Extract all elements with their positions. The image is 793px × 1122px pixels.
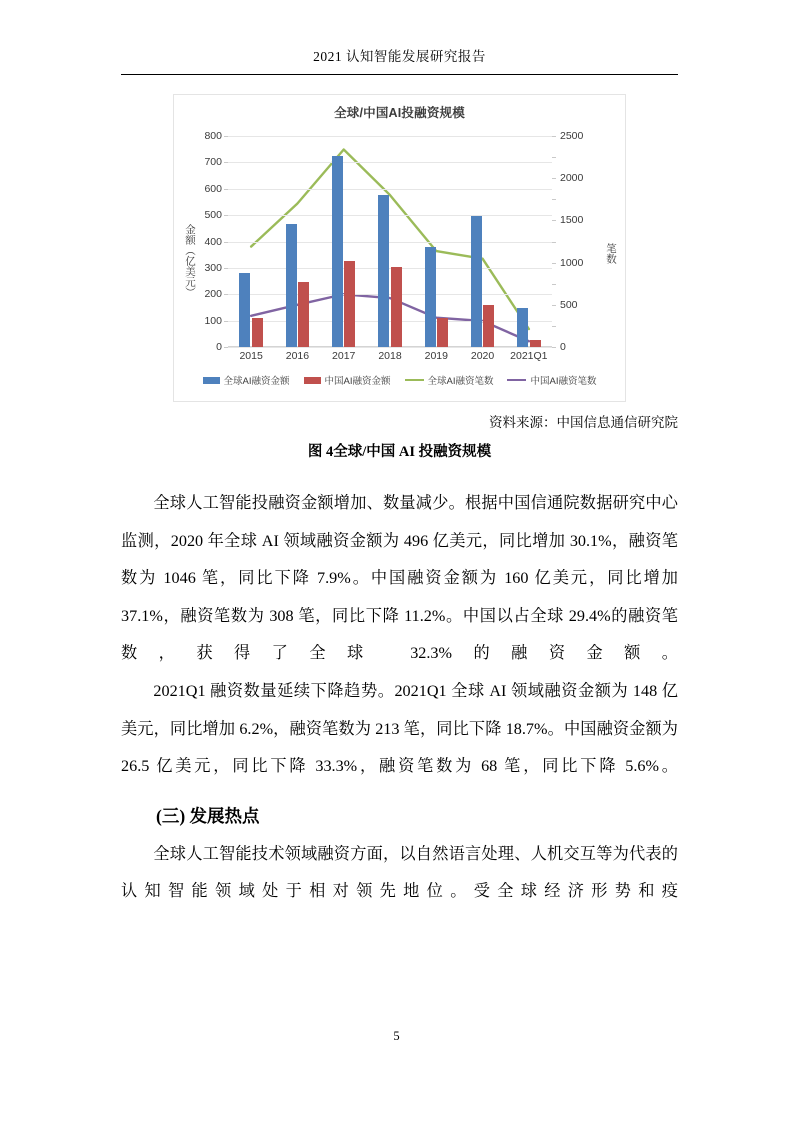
chart-y-tickmark xyxy=(224,189,228,190)
chart-y2-tick-label: 1000 xyxy=(560,256,584,269)
paragraph-3: 全球人工智能技术领域融资方面，以自然语言处理、人机交互等为代表的认知智能领域处于相对领先地位。受全球经济形势和疫 xyxy=(121,844,678,901)
chart-y-tick-label: 400 xyxy=(204,235,222,248)
chart-gridline xyxy=(228,215,552,216)
chart-y2-tickmark xyxy=(552,305,556,306)
chart-x-tick-labels xyxy=(228,350,552,366)
chart-y-tick-label: 600 xyxy=(204,182,222,195)
chart-bar xyxy=(286,224,297,347)
chart-y-tick-label: 200 xyxy=(204,288,222,301)
chart-y-tickmark xyxy=(224,268,228,269)
figure-chart xyxy=(173,94,626,402)
chart-y-tickmark xyxy=(224,136,228,137)
chart-x-tick-label: 2016 xyxy=(285,350,310,362)
chart-bar xyxy=(437,318,448,347)
chart-bar xyxy=(332,156,343,347)
chart-y2-tickmark xyxy=(552,178,556,179)
chart-y-axis-label: 金额（亿美元） xyxy=(184,224,196,298)
chart-y2-axis-label: 笔数 xyxy=(605,242,617,264)
running-header xyxy=(121,48,678,66)
chart-legend xyxy=(174,373,625,387)
chart-y2-tick-label: 2500 xyxy=(560,130,584,142)
chart-legend-label: 全球AI融资金额 xyxy=(223,376,290,387)
chart-y-tick-label: 500 xyxy=(204,209,222,222)
chart-x-tick-label: 2015 xyxy=(239,350,263,362)
chart-legend-item xyxy=(405,373,494,387)
chart-y2-tickmark xyxy=(552,284,556,285)
chart-y-tick-label: 300 xyxy=(204,261,222,274)
figure-source-note: 资料来源：中国信息通信研究院 xyxy=(489,415,678,430)
chart-y-tickmark xyxy=(224,347,228,348)
chart-y-tickmark xyxy=(224,294,228,295)
chart-y2-tickmark xyxy=(552,199,556,200)
page-number: 5 xyxy=(393,1029,400,1043)
chart-plot-area xyxy=(204,130,584,353)
legend-swatch-line-icon xyxy=(507,379,526,381)
chart-gridline xyxy=(228,162,552,163)
chart-y-tickmark xyxy=(224,321,228,322)
legend-swatch-bar-icon xyxy=(304,377,321,384)
paragraph-2: 2021Q1 融资数量延续下降趋势。2021Q1 全球 AI 领域融资金额为 148 亿美元，同比增加 6.2%，融资笔数为 213 笔，同比下降 18.7%。中国融资金额为 26.5 亿美元，同比下降 33.3%，融资笔数为 68 笔，同比下降 5.6%。 xyxy=(121,681,678,776)
chart-legend-label: 中国AI融资笔数 xyxy=(530,376,597,387)
chart-gridline xyxy=(228,136,552,137)
chart-gridline xyxy=(228,189,552,190)
chart-gridline xyxy=(228,347,552,348)
chart-bar xyxy=(483,305,494,347)
chart-bar xyxy=(517,308,528,347)
chart-y2-tickmark xyxy=(552,220,556,221)
chart-bar xyxy=(252,318,263,347)
chart-y2-tickmark xyxy=(552,242,556,243)
header-title: 2021 认知智能发展研究报告 xyxy=(313,49,486,64)
chart-y2-tickmark xyxy=(552,136,556,137)
chart-bar xyxy=(425,247,436,347)
chart-y-tickmark xyxy=(224,242,228,243)
chart-y-tick-label: 700 xyxy=(204,156,222,169)
chart-y2-tickmark xyxy=(552,326,556,327)
legend-swatch-line-icon xyxy=(405,379,424,381)
chart-bar xyxy=(530,340,541,347)
chart-gridline xyxy=(228,242,552,243)
chart-legend-label: 中国AI融资金额 xyxy=(324,376,391,387)
chart-legend-item xyxy=(304,373,391,387)
chart-bar xyxy=(239,273,250,347)
chart-y-tick-label: 100 xyxy=(204,314,222,327)
chart-x-tick-label: 2019 xyxy=(424,350,448,362)
chart-bar xyxy=(391,267,402,347)
chart-y2-tick-label: 500 xyxy=(560,298,578,311)
chart-legend-item xyxy=(507,373,596,387)
chart-legend-label: 全球AI融资笔数 xyxy=(427,376,494,387)
paragraph-1: 全球人工智能投融资金额增加、数量减少。根据中国信通院数据研究中心监测，2020 年全球 AI 领域融资金额为 496 亿美元，同比增加 30.1%，融资笔数为 1046 笔，同比下降 7.9%。中国融资金额为 160 亿美元，同比增加 37.1%，融资笔数为 308 笔，同比下降 11.2%。中国以占全球 29.4%的融资笔数，获得了全球 32.3%的融资金额。 xyxy=(121,494,678,663)
header-divider xyxy=(121,74,678,75)
document-body xyxy=(121,485,678,911)
chart-y2-tick-label: 2000 xyxy=(560,172,584,185)
chart-x-tick-label: 2021Q1 xyxy=(510,350,548,362)
chart-bar xyxy=(344,261,355,347)
chart-y2-tickmark xyxy=(552,157,556,158)
chart-bar xyxy=(378,195,389,347)
chart-y-tick-label: 800 xyxy=(204,130,222,142)
section-heading: (三) 发展热点 xyxy=(156,805,260,826)
chart-x-tick-label: 2017 xyxy=(332,350,356,362)
chart-title: 全球/中国AI投融资规模 xyxy=(334,106,465,120)
chart-y2-tickmark xyxy=(552,263,556,264)
legend-swatch-bar-icon xyxy=(203,377,220,384)
chart-y-tickmark xyxy=(224,215,228,216)
chart-y2-tick-label: 1500 xyxy=(560,214,584,227)
chart-y-tick-label: 0 xyxy=(216,341,222,353)
figure-caption: 图 4全球/中国 AI 投融资规模 xyxy=(307,444,492,460)
chart-y-tickmark xyxy=(224,162,228,163)
chart-y2-tick-label: 0 xyxy=(560,341,566,353)
chart-bar xyxy=(471,216,482,347)
chart-x-tick-label: 2020 xyxy=(470,350,495,362)
chart-x-tick-label: 2018 xyxy=(378,350,402,362)
chart-y2-tickmark xyxy=(552,347,556,348)
chart-legend-item xyxy=(203,373,290,387)
chart-bar xyxy=(298,282,309,347)
